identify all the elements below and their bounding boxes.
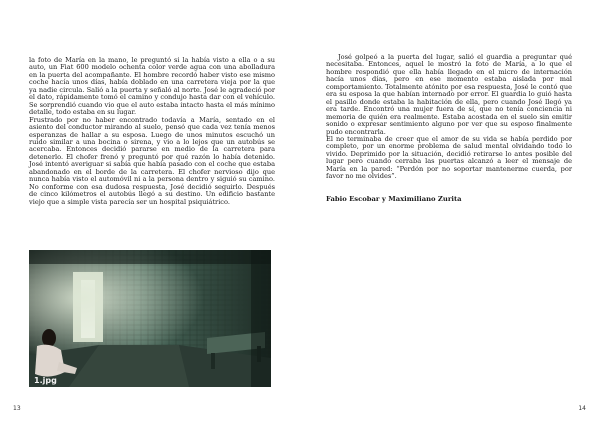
story-photo (29, 250, 271, 387)
author-credit: Fabio Escobar y Maximiliano Zurita (326, 194, 462, 203)
page-number: 13 (13, 405, 21, 412)
paragraph: la foto de María en la mano, le preguntó si la había visto a ella o a su auto, un Fiat 600 modelo ochenta color verde agua con una abolladura en la puerta del acompañante. El hombre recordó haber visto ese mismo coche hacía unos días, había doblado en una carretera vieja por la que ya nadie circula. Salió a la puerta y señaló al norte. José le agradeció por el dato, rápidamente tomó el camino y condujo hasta dar con el vehículo. Se sorprendió cuando vio que el auto estaba intacto hasta el más mínimo detalle, todo estaba en su lugar. (29, 56, 275, 117)
left-text-column (29, 57, 275, 206)
right-page (300, 0, 600, 424)
photo-caption: 1.jpg (34, 376, 57, 385)
right-text-column (326, 54, 572, 203)
page-number: 14 (578, 405, 586, 412)
paragraph: El no terminaba de creer que el amor de su vida se había perdido por completo, por un enorme problema de salud mental olvidando todo lo vivido. Deprimido por la situación, decidió retirarse lo antes posible del lugar pero cuando cerraba las puertas alcanzó a leer el mensaje de María en la pared: “Perdón por no soportar mantenerme cuerda, por favor no me olvides”. (326, 134, 572, 181)
asylum-room-image (29, 250, 271, 387)
paragraph: José golpeó a la puerta del lugar, salió el guardia a preguntar qué necesitaba. Entonces, aquel le mostró la foto de María, a lo que el hombre respondió que ella había llegado en el micro de internación hacía unos días, pero en ese momento estaba aislada por mal comportamiento. Totalmente atónito por esa respuesta, José le contó que era su esposa la que habían internado por error. El guardia lo guió hasta el pasillo donde estaba la habitación de ella, pero cuando José llegó ya era tarde. Encontró una mujer fuera de sí, que no tenía conciencia ni memoria de quién era realmente. Estaba acostada en el suelo sin emitir sonido o expresar sentimiento alguno por ver que su esposo finalmente pudo encontrarla. (326, 53, 572, 136)
paragraph: Frustrado por no haber encontrado todavía a María, sentado en el asiento del conductor mirando al suelo, pensó que cada vez tenía menos esperanzas de hallar a su esposa. Luego de unos minutos escuchó un ruido similar a una bocina o sirena, y vio a lo lejos que un autobús se acercaba. Entonces decidió pararse en medio de la carretera para detenerlo. El chofer frenó y preguntó por qué razón lo había detenido. José intentó averiguar si sabía que había pasado con el coche que estaba abandonado en el borde de la carretera. El chofer nervioso dijo que nunca había visto el automóvil ni a la persona dentro y siguió su camino. No conforme con esa dudosa respuesta, José decidió seguirlo. Después de cinco kilómetros el autobús llegó a su destino. Un edificio bastante viejo que a simple vista parecía ser un hospital psiquiátrico. (29, 115, 275, 206)
